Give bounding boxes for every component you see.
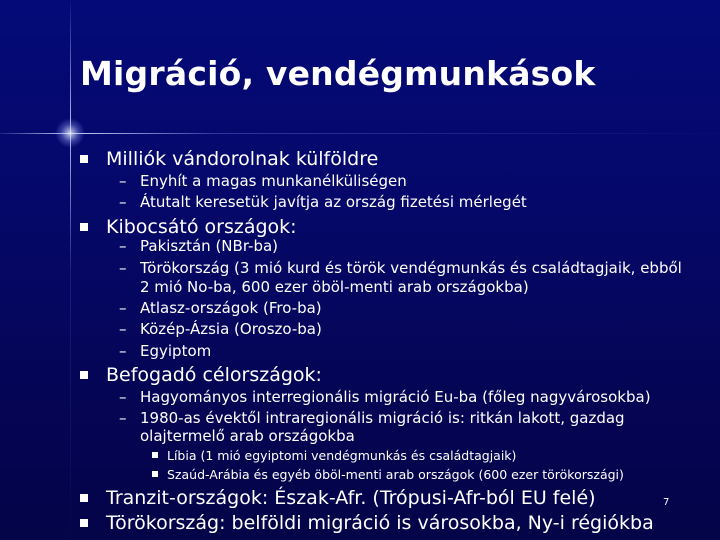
subsub-item-text: Líbia (1 mió egyiptomi vendégmunkás és családtagjaik) <box>167 448 517 463</box>
sub-item <box>119 172 407 190</box>
bullet-item <box>106 148 378 170</box>
bullet-item <box>106 364 322 386</box>
bullet-item <box>106 216 297 238</box>
dash-marker: – <box>119 237 127 255</box>
sub-item <box>119 342 212 360</box>
dash-marker: – <box>119 388 127 406</box>
sub-item-text: Atlasz-országok (Fro-ba) <box>140 299 322 317</box>
square-bullet-icon <box>80 155 88 163</box>
bullet-text: Törökország: belföldi migráció is városokba, Ny-i régiókba <box>106 512 654 534</box>
subsub-item <box>167 448 516 463</box>
subsub-item <box>167 467 624 482</box>
bullet-text: Tranzit-országok: Észak-Afr. (Trópusi-Afr-ból EU felé) <box>106 487 596 509</box>
sub-item-text: Közép-Ázsia (Oroszo-ba) <box>140 320 322 338</box>
sub-item-text: Átutalt keresetük javítja az ország fizetési mérlegét <box>140 193 527 211</box>
square-bullet-icon <box>80 371 88 379</box>
square-bullet-icon <box>80 494 88 502</box>
sub-item <box>119 299 322 317</box>
dash-marker: – <box>119 193 127 211</box>
bullet-item <box>106 487 596 509</box>
dash-marker: – <box>119 299 127 317</box>
dash-marker: – <box>119 259 127 277</box>
sub-item <box>119 320 322 338</box>
bullet-text: Milliók vándorolnak külföldre <box>106 148 379 170</box>
bullet-item <box>106 512 654 534</box>
square-bullet-icon <box>152 452 158 458</box>
sub-item <box>119 409 625 427</box>
sub-item-text: Pakisztán (NBr-ba) <box>140 237 279 255</box>
square-bullet-icon <box>80 519 88 527</box>
page-number: 7 <box>663 497 670 508</box>
slide-title: Migráció, vendégmunkások <box>80 54 596 93</box>
sub-item-text: olajtermelő arab országokba <box>140 427 355 445</box>
sub-item <box>119 237 279 255</box>
dash-marker: – <box>119 409 127 427</box>
sub-item-text: 2 mió No-ba, 600 ezer öböl-menti arab országokba) <box>140 278 529 296</box>
square-bullet-icon <box>80 223 88 231</box>
square-bullet-icon <box>152 471 158 477</box>
sub-item-text: 1980-as évektől intraregionális migráció is: ritkán lakott, gazdag <box>140 409 625 427</box>
sub-item-text: Hagyományos interregionális migráció Eu-ba (főleg nagyvárosokba) <box>140 388 651 406</box>
sub-item-continuation <box>140 427 355 445</box>
dash-marker: – <box>119 342 127 360</box>
sub-item-text: Egyiptom <box>140 342 212 360</box>
sub-item <box>119 193 527 211</box>
dash-marker: – <box>119 172 127 190</box>
sub-item <box>119 259 682 277</box>
dash-marker: – <box>119 320 127 338</box>
sub-item <box>119 388 651 406</box>
sub-item-text: Enyhít a magas munkanélküliségen <box>140 172 407 190</box>
bullet-text: Kibocsátó országok: <box>106 216 297 238</box>
subsub-item-text: Szaúd-Arábia és egyéb öböl-menti arab országok (600 ezer törökországi) <box>167 467 624 482</box>
sub-item-text: Törökország (3 mió kurd és török vendégmunkás és családtagjaik, ebből <box>140 259 682 277</box>
bullet-text: Befogadó célországok: <box>106 364 322 386</box>
sub-item-continuation <box>140 278 529 296</box>
